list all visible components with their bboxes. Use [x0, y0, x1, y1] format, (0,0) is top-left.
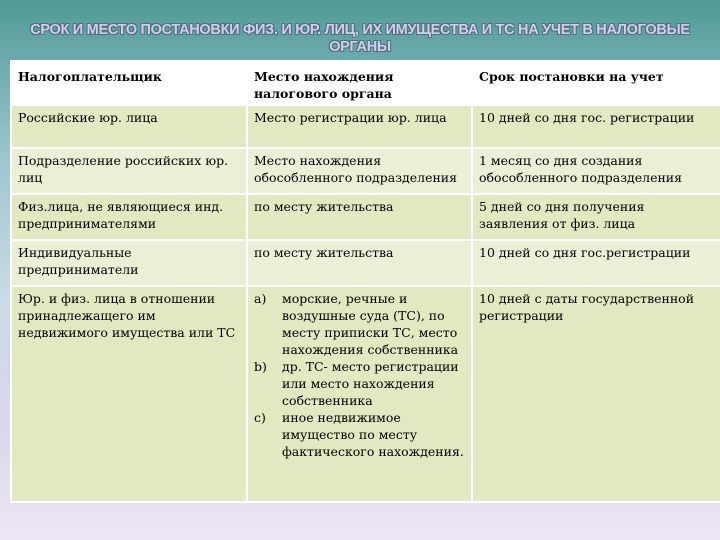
list-marker: b)	[254, 359, 267, 374]
table-row	[11, 148, 720, 194]
table-cell: Место регистрации юр. лица	[247, 105, 472, 148]
table-cell: Российские юр. лица	[11, 105, 247, 148]
table-cell: по месту жительства	[247, 240, 472, 286]
table-cell: 10 дней с даты государственной регистрации	[472, 286, 720, 502]
list-item	[254, 358, 465, 409]
list-item	[254, 409, 465, 460]
table-cell: 5 дней со дня получения заявления от физ. лица	[472, 194, 720, 240]
table-cell: Юр. и физ. лица в отношении принадлежащего им недвижимого имущества или ТС	[11, 286, 247, 502]
table-header-row	[11, 61, 720, 105]
table-row	[11, 194, 720, 240]
tax-registration-table	[10, 60, 720, 503]
table-row	[11, 240, 720, 286]
table-cell: 1 месяц со дня создания обособленного подразделения	[472, 148, 720, 194]
location-list	[254, 290, 465, 460]
table-cell: 10 дней со дня гос. регистрации	[472, 105, 720, 148]
table-row	[11, 286, 720, 502]
list-item-text: морские, речные и воздушные суда (ТС), по месту приписки ТС, место нахождения собственника	[282, 291, 459, 357]
table-cell: Место нахождения обособленного подразделения	[247, 148, 472, 194]
header-location: Место нахождения налогового органа	[247, 61, 472, 105]
table-cell-list	[247, 286, 472, 502]
header-deadline: Срок постановки на учет	[472, 61, 720, 105]
table-cell: по месту жительства	[247, 194, 472, 240]
table-cell: Индивидуальные предприниматели	[11, 240, 247, 286]
header-taxpayer: Налогоплательщик	[11, 61, 247, 105]
table-cell: Физ.лица, не являющиеся инд. предпринимателями	[11, 194, 247, 240]
list-marker: c)	[254, 410, 266, 425]
list-item-text: иное недвижимое имущество по месту фактического нахождения.	[282, 410, 464, 459]
table-cell: Подразделение российских юр. лиц	[11, 148, 247, 194]
table-row	[11, 105, 720, 148]
list-item-text: др. ТС- место регистрации или место нахождения собственника	[282, 359, 459, 408]
list-item	[254, 290, 465, 358]
table-cell: 10 дней со дня гос.регистрации	[472, 240, 720, 286]
page-title: СРОК И МЕСТО ПОСТАНОВКИ ФИЗ. И ЮР. ЛИЦ, ИХ ИМУЩЕСТВА И ТС НА УЧЕТ В НАЛОГОВЫЕ ОРГАНЫ	[30, 22, 690, 55]
list-marker: a)	[254, 291, 267, 306]
